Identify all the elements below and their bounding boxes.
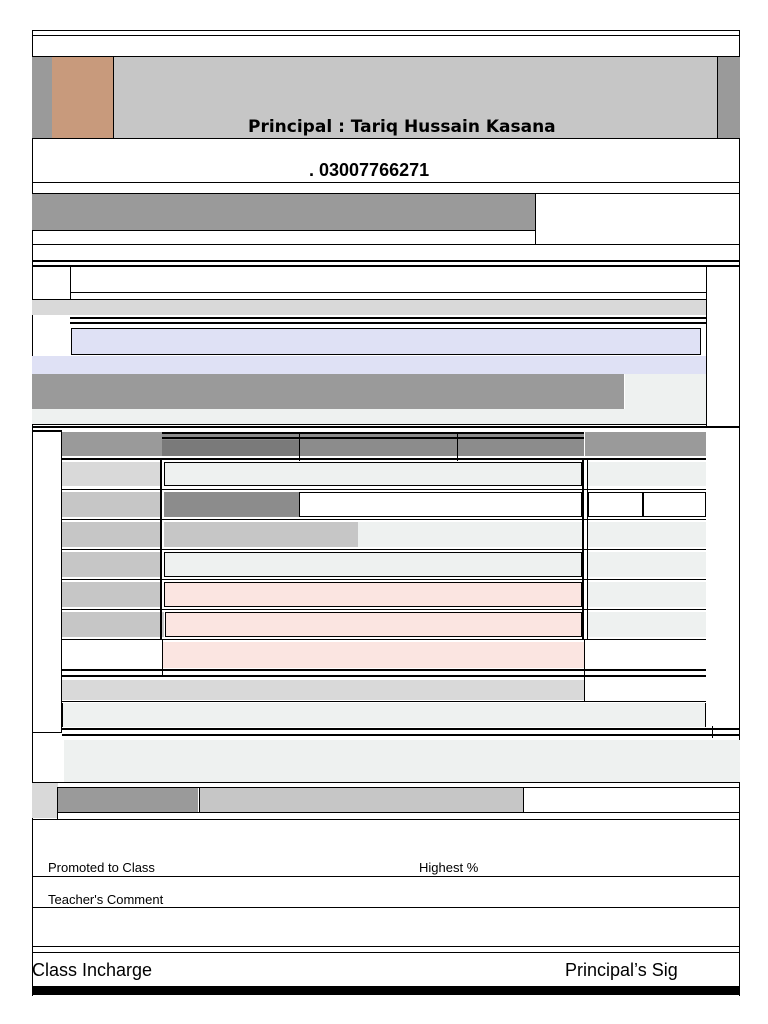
remarks-band	[64, 740, 740, 782]
result-row	[62, 703, 706, 727]
class-incharge-signature: Class Incharge	[32, 960, 153, 980]
double-rule	[70, 317, 706, 319]
principal-signature: Principal’s Sig	[565, 960, 678, 980]
double-rule	[32, 260, 740, 262]
divider	[62, 549, 706, 550]
divider	[32, 907, 740, 908]
student-photo-box	[52, 57, 114, 138]
divider	[32, 952, 740, 953]
divider	[587, 460, 588, 640]
top-border	[32, 30, 740, 31]
divider	[32, 732, 62, 733]
table-cell	[588, 612, 706, 637]
table-cell	[588, 522, 706, 547]
total-row	[62, 680, 584, 700]
table-header-subject	[62, 432, 162, 456]
double-rule	[70, 322, 706, 324]
double-rule	[62, 669, 706, 671]
table-header-grade	[585, 432, 706, 456]
attendance-label-cell	[58, 788, 198, 812]
session-band	[32, 374, 624, 409]
divider	[62, 639, 706, 640]
table-cell	[588, 492, 643, 517]
session-strip	[32, 409, 706, 425]
table-cell	[164, 522, 358, 547]
table-cell	[588, 582, 706, 607]
divider	[70, 266, 71, 300]
divider	[32, 876, 740, 877]
attendance-value-cell	[199, 788, 524, 812]
exam-subtitle-band	[32, 356, 706, 374]
divider	[457, 432, 458, 461]
table-cell	[164, 492, 299, 517]
table-row	[62, 552, 160, 577]
double-rule	[62, 728, 740, 730]
table-cell	[163, 642, 584, 668]
table-cell	[164, 552, 582, 577]
table-cell	[164, 462, 582, 486]
divider	[32, 244, 740, 245]
divider	[160, 460, 162, 640]
divider	[62, 579, 706, 580]
table-cell	[164, 582, 582, 607]
divider	[62, 489, 706, 490]
divider	[32, 782, 740, 783]
student-info-band	[32, 194, 535, 231]
divider	[57, 812, 740, 813]
divider	[32, 182, 740, 183]
attendance-margin	[32, 783, 58, 818]
table-cell	[358, 522, 582, 547]
divider	[582, 460, 584, 640]
divider	[535, 193, 536, 245]
top-border-inner	[32, 35, 740, 36]
table-row	[62, 462, 160, 486]
promoted-label: Promoted to Class	[48, 860, 155, 875]
divider	[299, 432, 300, 461]
phone-number: . 03007766271	[309, 160, 430, 180]
table-cell	[643, 492, 706, 517]
exam-title-band	[71, 328, 701, 355]
double-rule	[62, 675, 706, 677]
highest-label: Highest %	[419, 860, 479, 875]
bottom-bar	[32, 986, 740, 995]
info-strip	[32, 300, 706, 315]
table-cell	[588, 462, 706, 486]
divider	[62, 701, 706, 702]
divider	[712, 726, 713, 738]
principal-name: Principal : Tariq Hussain Kasana	[248, 117, 556, 137]
table-row	[62, 612, 164, 637]
double-rule	[32, 426, 740, 428]
header-cell	[162, 440, 299, 456]
double-rule	[32, 430, 62, 432]
session-side-box	[625, 374, 706, 409]
double-rule	[32, 265, 740, 267]
divider	[70, 292, 706, 293]
double-rule	[62, 458, 706, 460]
table-cell	[165, 612, 582, 637]
table-row	[62, 642, 162, 668]
table-row	[62, 492, 160, 517]
divider	[62, 609, 706, 610]
divider	[32, 946, 740, 947]
divider	[32, 819, 740, 820]
table-row	[62, 522, 160, 547]
table-row	[62, 582, 160, 607]
table-cell	[299, 492, 582, 517]
teachers-comment-label: Teacher's Comment	[48, 892, 164, 907]
divider	[62, 519, 706, 520]
double-rule	[162, 437, 584, 439]
divider	[706, 266, 707, 426]
divider	[584, 640, 585, 702]
table-cell	[588, 552, 706, 577]
double-rule	[62, 734, 740, 736]
